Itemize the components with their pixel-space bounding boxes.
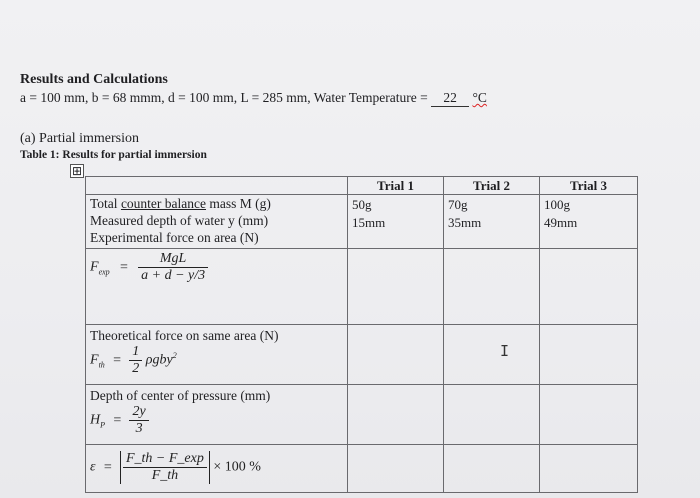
header-cell-trial-2: Trial 2 [444, 177, 540, 195]
results-table [85, 176, 638, 493]
mass-value-trial-2: 70g [448, 197, 468, 212]
label-cell[interactable] [86, 325, 348, 385]
label-cell[interactable] [86, 445, 348, 493]
label-cell[interactable] [86, 195, 348, 249]
label-cell[interactable] [86, 249, 348, 325]
table-cell[interactable] [348, 325, 444, 385]
mass-value-trial-3: 100g [544, 197, 570, 212]
header-cell-trial-1: Trial 1 [348, 177, 444, 195]
table-cell[interactable] [444, 385, 540, 445]
table-cell[interactable] [348, 445, 444, 493]
label-cell[interactable] [86, 385, 348, 445]
table-row [86, 249, 638, 325]
table-cell[interactable] [348, 195, 444, 249]
cop-formula: $H_P$ = $\frac{2y}{3}$ [90, 404, 343, 437]
mass-label: Total counter balance mass M (g) [90, 196, 271, 211]
table-cell[interactable] [540, 445, 638, 493]
table-cell[interactable] [444, 195, 540, 249]
table-move-handle-icon[interactable]: ⊞ [71, 164, 83, 178]
table-cell[interactable] [540, 249, 638, 325]
exp-force-formula: $F_{exp}$ = $\frac{\text{MgL}}{a + d - y/3}$ [90, 249, 343, 284]
table-cell[interactable] [444, 249, 540, 325]
table-cell[interactable] [348, 249, 444, 325]
table-row [86, 195, 638, 249]
table-row [86, 385, 638, 445]
table-cell[interactable] [444, 325, 540, 385]
depth-value-trial-2: 35mm [448, 215, 482, 230]
section-heading: Results and Calculations [20, 72, 168, 87]
table-cell[interactable] [540, 325, 638, 385]
depth-value-trial-3: 49mm [544, 215, 578, 230]
table-cell[interactable] [348, 385, 444, 445]
subsection-title: (a) Partial immersion [20, 131, 139, 146]
error-formula: ε = $\frac{F\_th - F\_\exp}{F\_th}$ × 100 % [90, 451, 261, 483]
mass-value-trial-1: 50g [352, 197, 372, 212]
theo-force-label: Theoretical force on same area (N) [90, 328, 279, 343]
table-header-row [86, 177, 638, 195]
table-cell[interactable] [540, 195, 638, 249]
table-row [86, 325, 638, 385]
text-cursor-icon: I [500, 342, 510, 360]
theo-force-formula: $F_{th}$ = $\frac{1}{2}$ ρgby$^2$ [90, 344, 177, 376]
table-row [86, 445, 638, 493]
depth-label: Measured depth of water y (mm) [90, 213, 269, 228]
header-cell-blank [86, 177, 348, 195]
parameters-line [20, 90, 487, 107]
depth-value-trial-1: 15mm [352, 215, 386, 230]
cop-label: Depth of center of pressure (mm) [90, 388, 271, 403]
temperature-unit: °C [472, 90, 487, 105]
table-caption: Table 1: Results for partial immersion [20, 149, 207, 161]
parameters-text: a = 100 mm, b = 68 mmm, d = 100 mm, L = 285 mm, Water Temperature = [20, 90, 432, 105]
table-cell[interactable] [540, 385, 638, 445]
header-cell-trial-3: Trial 3 [540, 177, 638, 195]
table-cell[interactable] [444, 445, 540, 493]
water-temperature-value: 22 [431, 90, 469, 107]
exp-force-label: Experimental force on area (N) [90, 230, 259, 245]
